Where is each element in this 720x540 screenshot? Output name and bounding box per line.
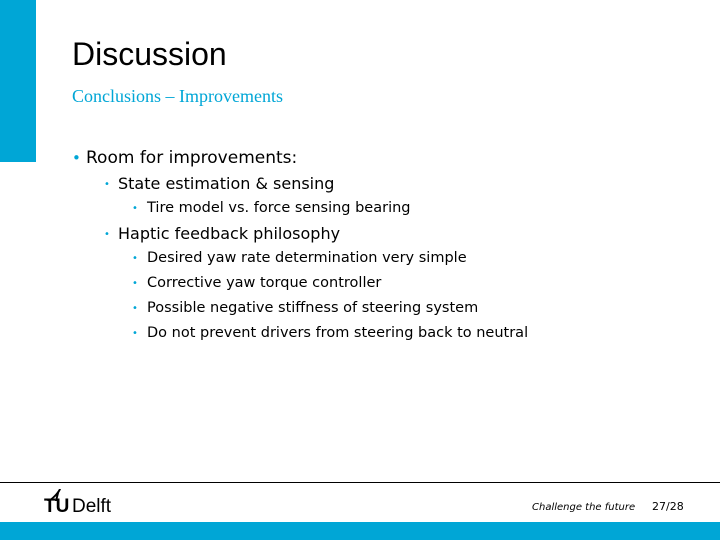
slide-title: Discussion (72, 36, 227, 72)
bullet-text: Possible negative stiffness of steering system (147, 300, 479, 316)
bullet-dot-icon: • (132, 328, 138, 339)
bullet-dot-icon: • (132, 278, 138, 289)
bullet-dot-icon: • (104, 229, 110, 240)
bullet-dot-icon: • (132, 253, 138, 264)
bullet-text: Haptic feedback philosophy (118, 224, 341, 243)
bullet-level3 (132, 200, 411, 216)
bullet-level3 (132, 250, 467, 266)
footer-divider (0, 482, 720, 483)
bullet-level3 (132, 300, 478, 316)
accent-bar (0, 0, 36, 162)
bullet-text: State estimation & sensing (118, 174, 335, 193)
bullet-dot-icon: • (132, 303, 138, 314)
bullet-dot-icon: • (72, 149, 81, 167)
page-number: 27/28 (652, 500, 684, 513)
bullet-level2 (104, 174, 334, 193)
slide-subtitle: Conclusions – Improvements (72, 86, 283, 106)
logo-delft-text: Delft (72, 496, 112, 517)
bullet-level3 (132, 325, 528, 341)
bullet-dot-icon: • (132, 203, 138, 214)
bullet-level1 (72, 148, 297, 168)
bullet-text: Desired yaw rate determination very simple (147, 250, 467, 266)
bullet-text: Corrective yaw torque controller (147, 275, 382, 291)
bullet-text: Do not prevent drivers from steering back to neutral (147, 325, 529, 341)
bullet-dot-icon: • (104, 179, 110, 190)
bullet-text: Tire model vs. force sensing bearing (147, 200, 411, 216)
bullet-level2 (104, 224, 340, 243)
logo-tu-text: TU (44, 496, 70, 517)
footer-tagline: Challenge the future (532, 502, 636, 513)
bullet-level3 (132, 275, 381, 291)
bottom-bar (0, 522, 720, 540)
bullet-text: Room for improvements: (86, 148, 298, 168)
tudelft-logo (44, 488, 124, 518)
